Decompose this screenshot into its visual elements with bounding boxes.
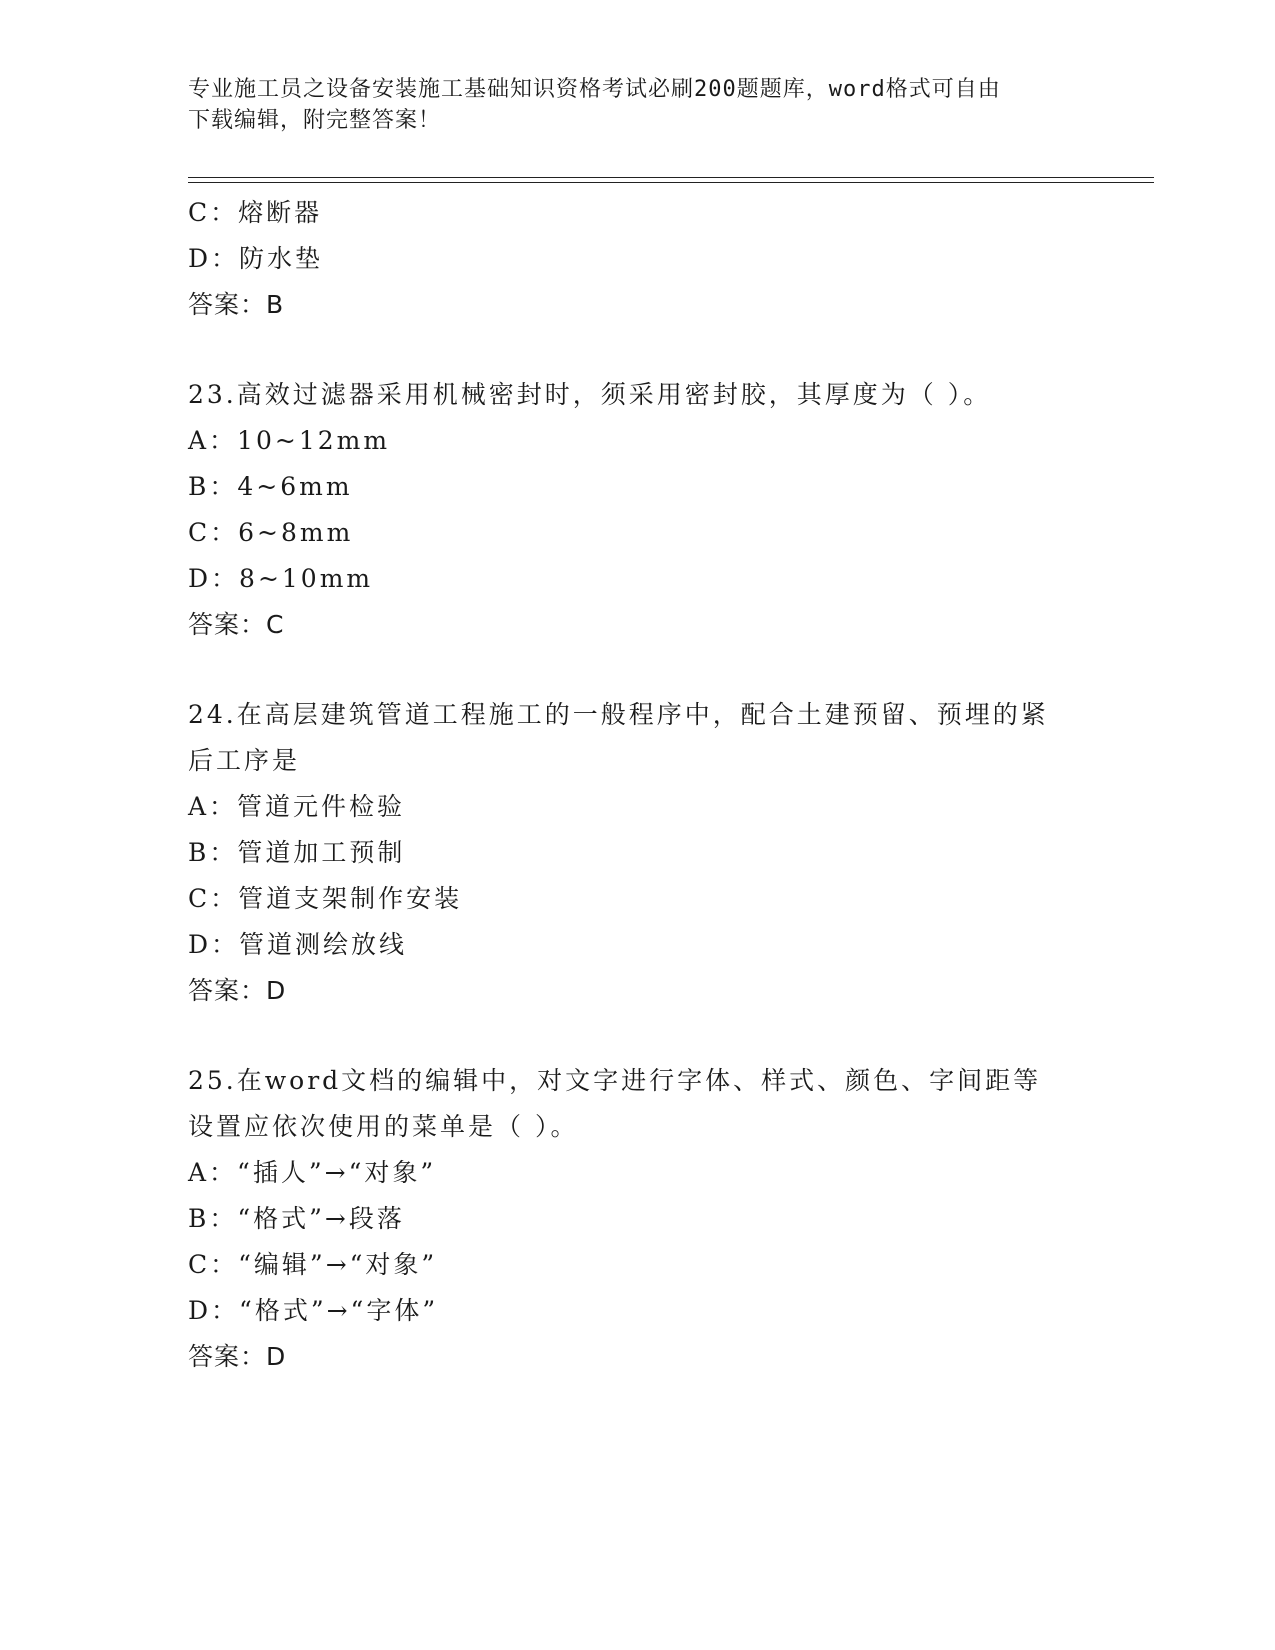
spacer: [188, 648, 1088, 692]
question-stem: 25.在word文档的编辑中，对文字进行字体、样式、颜色、字间距等: [188, 1066, 1042, 1095]
option-a: A：“插人”→“对象”: [188, 1158, 437, 1187]
answer-line: 答案：C: [188, 610, 285, 639]
option-c: C：管道支架制作安装: [188, 884, 463, 913]
page-header: [188, 74, 1088, 136]
question-block-25: [188, 1058, 1088, 1380]
header-rule-bottom: [188, 182, 1154, 183]
option-d: D：管道测绘放线: [188, 930, 408, 959]
option-b: B：“格式”→段落: [188, 1204, 405, 1233]
option-c: C：“编辑”→“对象”: [188, 1250, 438, 1279]
option-d: D：8~10mm: [188, 564, 374, 593]
question-stem-continued: 设置应依次使用的菜单是（ ）。: [188, 1112, 579, 1141]
question-block-22: [188, 190, 1088, 328]
question-stem: 24.在高层建筑管道工程施工的一般程序中，配合土建预留、预埋的紧: [188, 700, 1049, 729]
question-block-23: [188, 372, 1088, 648]
answer-line: 答案：B: [188, 290, 285, 319]
option-d: D：防水垫: [188, 244, 324, 273]
header-line-2: 下载编辑，附完整答案！: [188, 108, 442, 133]
spacer: [188, 1014, 1088, 1058]
option-c: C：熔断器: [188, 198, 323, 227]
option-b: B：管道加工预制: [188, 838, 406, 867]
answer-line: 答案：D: [188, 976, 287, 1005]
answer-line: 答案：D: [188, 1342, 287, 1371]
header-rule-top: [188, 177, 1154, 178]
question-stem: 23.高效过滤器采用机械密封时，须采用密封胶，其厚度为（ ）。: [188, 380, 992, 409]
spacer: [188, 328, 1088, 372]
option-d: D：“格式”→“字体”: [188, 1296, 439, 1325]
question-block-24: [188, 692, 1088, 1014]
header-line-1: 专业施工员之设备安装施工基础知识资格考试必刷200题题库，word格式可自由: [188, 77, 1001, 102]
option-a: A：管道元件检验: [188, 792, 406, 821]
question-list: [188, 190, 1088, 1380]
question-stem-continued: 后工序是: [188, 746, 301, 775]
option-a: A：10~12mm: [188, 426, 391, 455]
option-c: C：6~8mm: [188, 518, 354, 547]
option-b: B：4~6mm: [188, 472, 353, 501]
